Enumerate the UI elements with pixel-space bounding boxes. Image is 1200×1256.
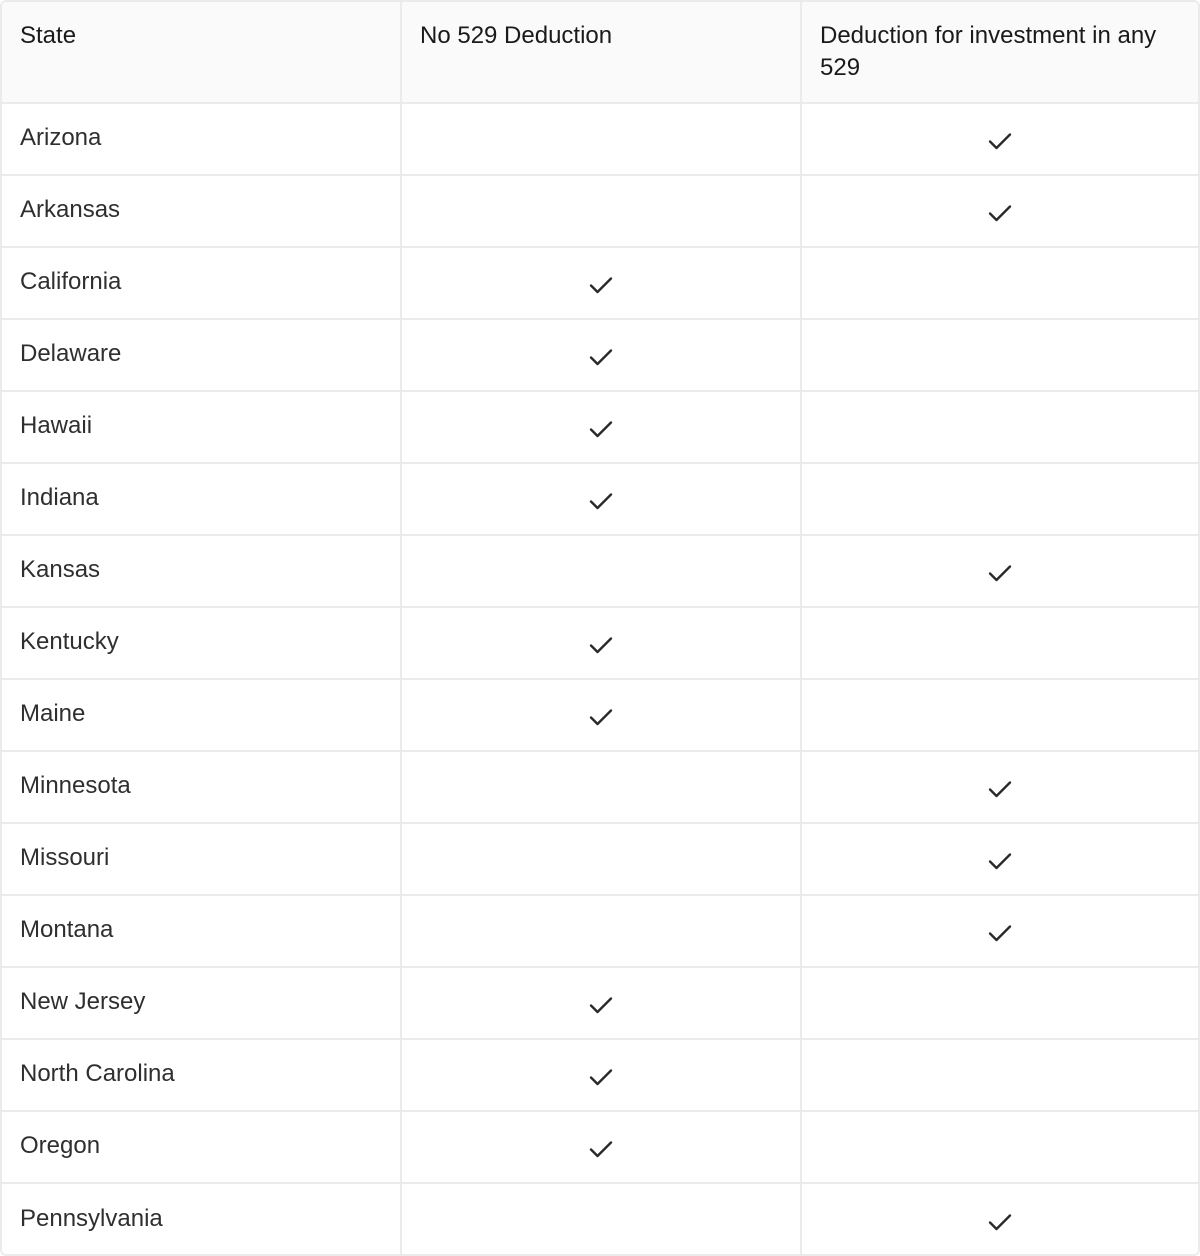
header-no-529-deduction: No 529 Deduction bbox=[402, 2, 802, 102]
check-icon bbox=[587, 991, 615, 1019]
deduction-any-529-cell bbox=[802, 464, 1198, 534]
check-icon bbox=[587, 271, 615, 299]
deduction-any-529-cell bbox=[802, 1040, 1198, 1110]
state-name-cell: California bbox=[2, 248, 402, 318]
deduction-any-529-cell bbox=[802, 1112, 1198, 1182]
deduction-any-529-cell bbox=[802, 1184, 1198, 1256]
state-name-cell: Oregon bbox=[2, 1112, 402, 1182]
no-529-deduction-cell bbox=[402, 320, 802, 390]
table-row-arkansas bbox=[2, 176, 1198, 248]
no-529-deduction-cell bbox=[402, 608, 802, 678]
check-icon bbox=[587, 703, 615, 731]
table-row-pennsylvania bbox=[2, 1184, 1198, 1256]
state-name-cell: Arkansas bbox=[2, 176, 402, 246]
deduction-any-529-cell bbox=[802, 320, 1198, 390]
table-row-maine bbox=[2, 680, 1198, 752]
state-name-cell: Kentucky bbox=[2, 608, 402, 678]
no-529-deduction-cell bbox=[402, 104, 802, 174]
deduction-any-529-cell bbox=[802, 896, 1198, 966]
state-name-cell: Missouri bbox=[2, 824, 402, 894]
table-header-row bbox=[2, 2, 1198, 104]
table-row-north-carolina bbox=[2, 1040, 1198, 1112]
deduction-any-529-cell bbox=[802, 680, 1198, 750]
table-row-new-jersey bbox=[2, 968, 1198, 1040]
no-529-deduction-cell bbox=[402, 680, 802, 750]
check-icon bbox=[986, 775, 1014, 803]
deduction-any-529-cell bbox=[802, 104, 1198, 174]
state-name-cell: North Carolina bbox=[2, 1040, 402, 1110]
check-icon bbox=[587, 487, 615, 515]
no-529-deduction-cell bbox=[402, 1040, 802, 1110]
check-icon bbox=[986, 127, 1014, 155]
state-name-cell: New Jersey bbox=[2, 968, 402, 1038]
deduction-any-529-cell bbox=[802, 968, 1198, 1038]
state-name-cell: Indiana bbox=[2, 464, 402, 534]
table-row-california bbox=[2, 248, 1198, 320]
header-state: State bbox=[2, 2, 402, 102]
table-row-kansas bbox=[2, 536, 1198, 608]
table-row-oregon bbox=[2, 1112, 1198, 1184]
deduction-any-529-cell bbox=[802, 392, 1198, 462]
deduction-any-529-cell bbox=[802, 536, 1198, 606]
deduction-any-529-cell bbox=[802, 248, 1198, 318]
state-name-cell: Pennsylvania bbox=[2, 1184, 402, 1256]
no-529-deduction-cell bbox=[402, 824, 802, 894]
deduction-any-529-cell bbox=[802, 824, 1198, 894]
deduction-any-529-cell bbox=[802, 752, 1198, 822]
state-name-cell: Kansas bbox=[2, 536, 402, 606]
no-529-deduction-cell bbox=[402, 752, 802, 822]
state-name-cell: Maine bbox=[2, 680, 402, 750]
no-529-deduction-cell bbox=[402, 464, 802, 534]
table-row-minnesota bbox=[2, 752, 1198, 824]
no-529-deduction-cell bbox=[402, 248, 802, 318]
no-529-deduction-cell bbox=[402, 536, 802, 606]
no-529-deduction-cell bbox=[402, 968, 802, 1038]
state-name-cell: Arizona bbox=[2, 104, 402, 174]
table-row-montana bbox=[2, 896, 1198, 968]
state-name-cell: Delaware bbox=[2, 320, 402, 390]
check-icon bbox=[587, 1135, 615, 1163]
table-row-kentucky bbox=[2, 608, 1198, 680]
check-icon bbox=[587, 415, 615, 443]
state-name-cell: Hawaii bbox=[2, 392, 402, 462]
table-row-indiana bbox=[2, 464, 1198, 536]
check-icon bbox=[986, 919, 1014, 947]
check-icon bbox=[986, 1208, 1014, 1236]
deduction-any-529-cell bbox=[802, 608, 1198, 678]
check-icon bbox=[986, 847, 1014, 875]
check-icon bbox=[986, 559, 1014, 587]
check-icon bbox=[587, 343, 615, 371]
table-row-delaware bbox=[2, 320, 1198, 392]
no-529-deduction-cell bbox=[402, 392, 802, 462]
check-icon bbox=[986, 199, 1014, 227]
table-body bbox=[2, 104, 1198, 1256]
state-name-cell: Minnesota bbox=[2, 752, 402, 822]
deduction-any-529-cell bbox=[802, 176, 1198, 246]
check-icon bbox=[587, 631, 615, 659]
check-icon bbox=[587, 1063, 615, 1091]
no-529-deduction-cell bbox=[402, 1112, 802, 1182]
no-529-deduction-cell bbox=[402, 1184, 802, 1256]
no-529-deduction-cell bbox=[402, 176, 802, 246]
table-row-missouri bbox=[2, 824, 1198, 896]
table-row-arizona bbox=[2, 104, 1198, 176]
table-row-hawaii bbox=[2, 392, 1198, 464]
header-deduction-any-529: Deduction for investment in any 529 bbox=[820, 22, 1157, 81]
no-529-deduction-cell bbox=[402, 896, 802, 966]
state-name-cell: Montana bbox=[2, 896, 402, 966]
